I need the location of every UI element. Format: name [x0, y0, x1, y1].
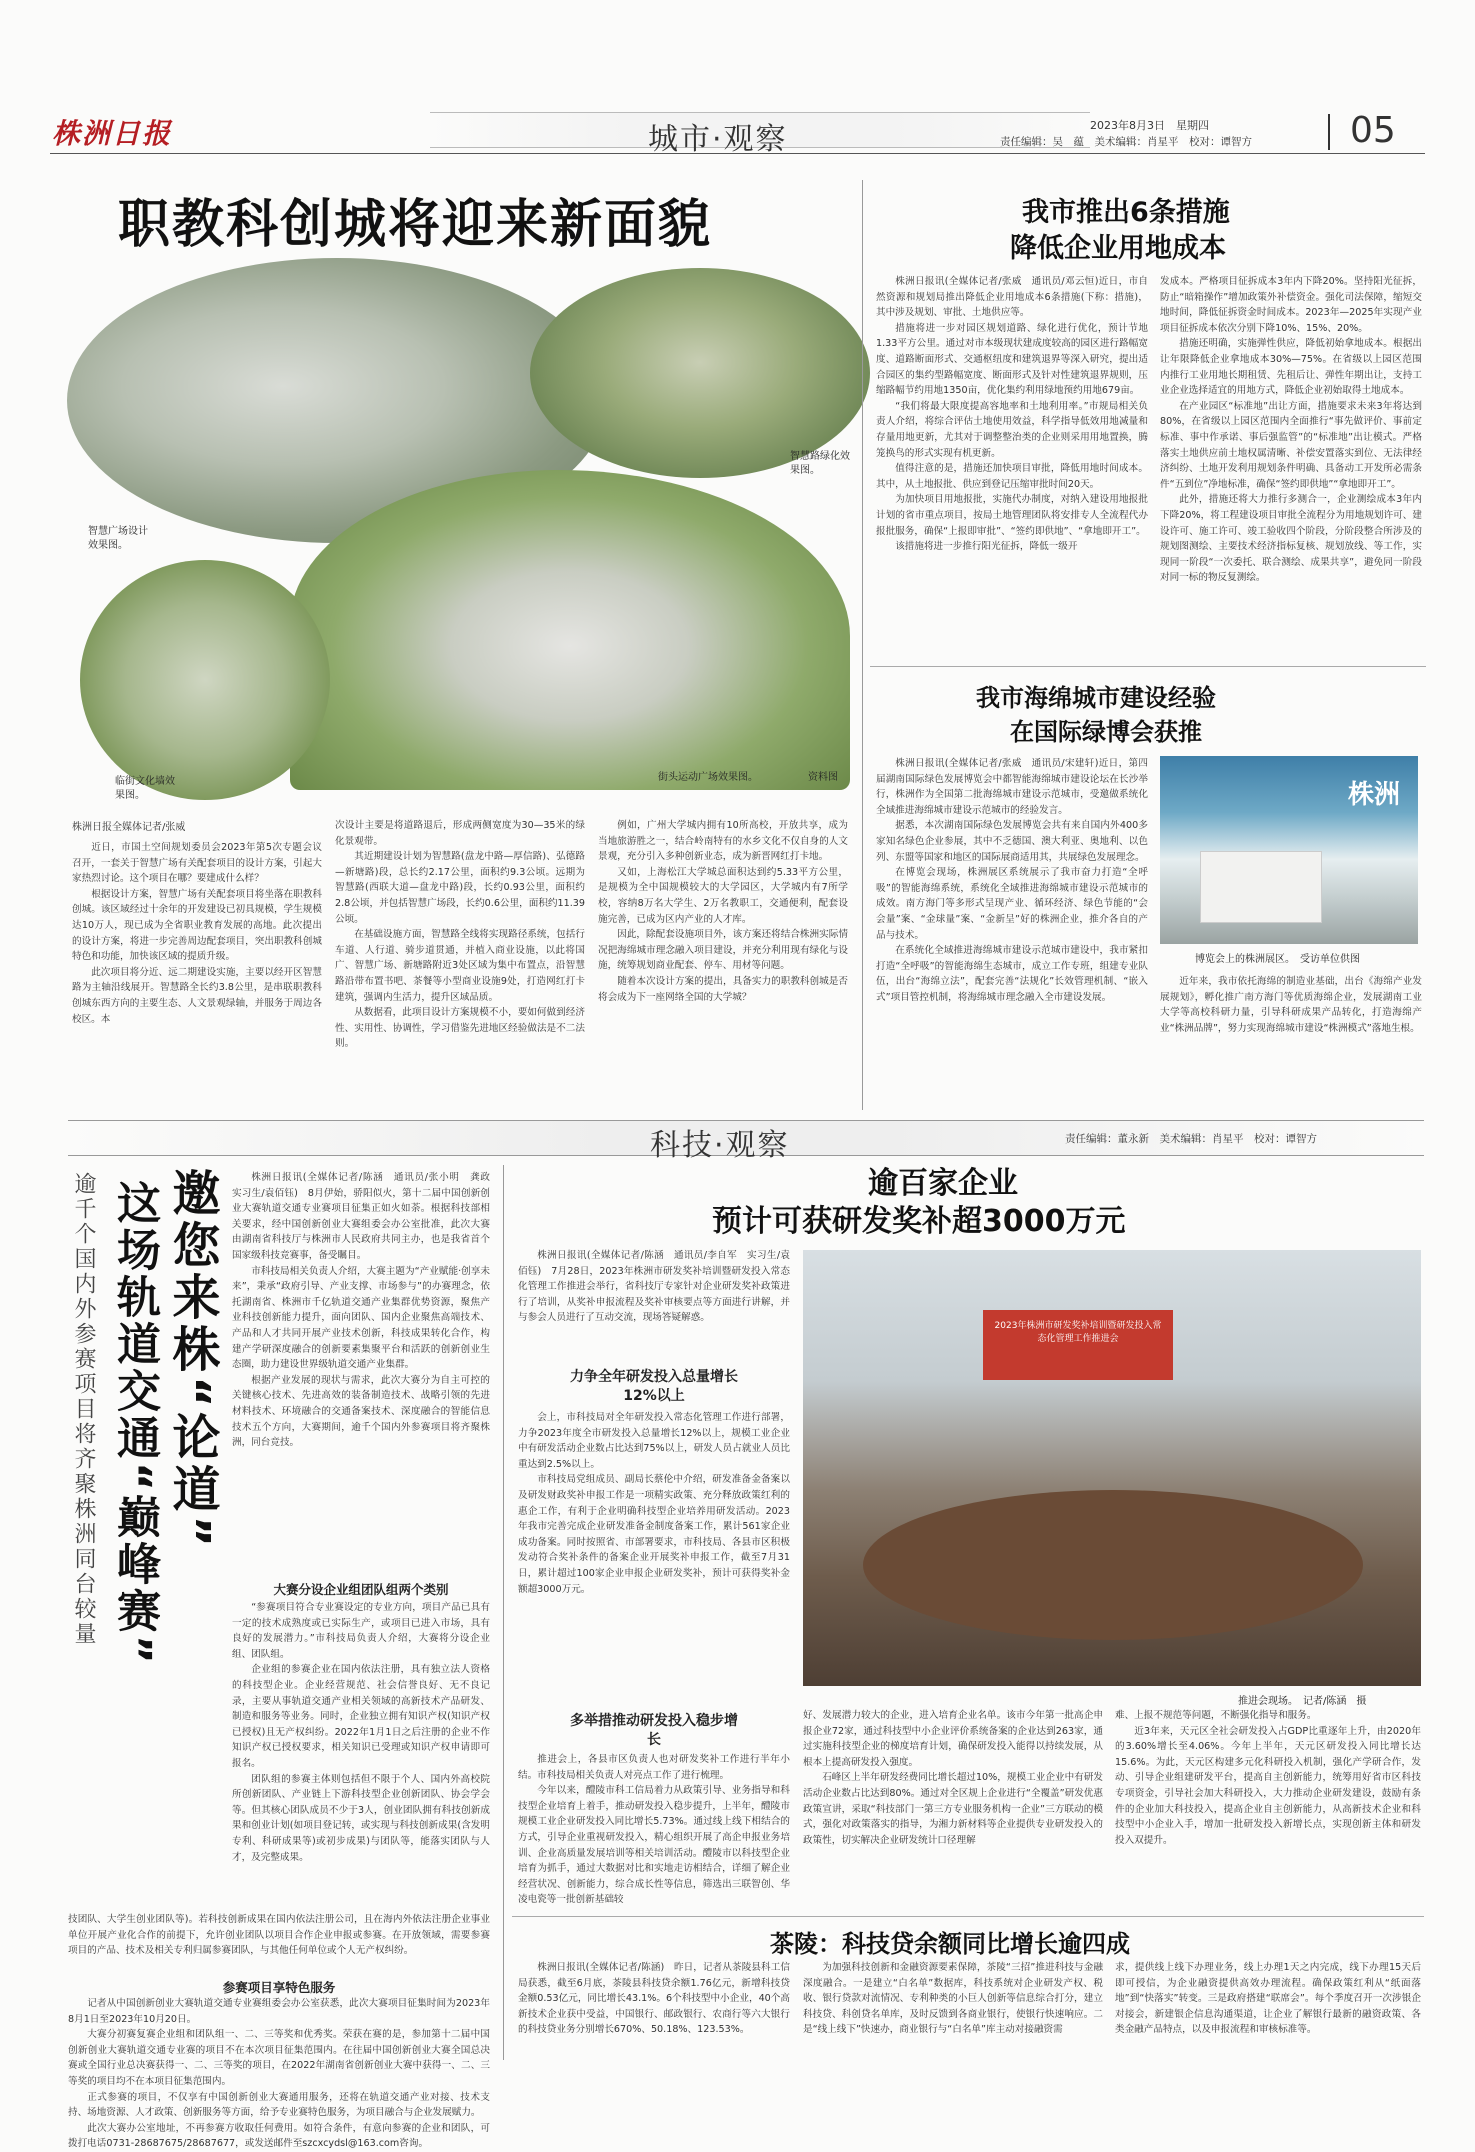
- article3-photo-caption: 博览会上的株洲展区。 受访单位供图: [1195, 954, 1360, 965]
- article6-col2: 为加强科技创新和金融资源要素保障，茶陵“三招”推进科技与金融深度融合。一是建立“白名单”数据库，科技系统对企业研发产权、税收、银行贷款对流情况、专利种类的小巨人创新等信息综合打分，建立科技贷、科创贷名单库，及时反馈到各商业银行，使银行快速响应。二是“线上线下”快速办，商业银行与“白名单”库主动对接融资需: [803, 1962, 1103, 2036]
- article4-col2: “参赛项目符合专业赛设定的专业方向，项目产品已具有一定的技术成熟度或已实际生产，或项目已进入市场，具有良好的发展潜力。”市科技局负责人介绍，大赛将分设企业组、团队组。 企业组的参赛企业在国内依法注册，具有独立法人资格的科技型企业。企业经营规范、社会信誉良好、无不良记录，主要从事轨道交通产业相关领域的高新技术产品研发、制造和服务等业务。同时，企业独立拥有知识产权(知识产权已授权)且无产权纠纷。2022年1月1日之后注册的企业不作知识产权已授权要求，相关知识已受理或知识产权申请即可报名。 团队组的参赛主体则包括但不限于个人、国内外高校院所创新团队、产业链上下游科技型企业创新团队、协会学会等。但其核心团队成员不少于3人，创业团队拥有科技创新成果和创业计划(如项目登记转，或实现与科技创新成果(含发明专利、科研成果等)或初步成果)与团队等，能落实团队与人才，及完整成果。: [232, 1602, 490, 1863]
- article1-col3: 例如，广州大学城内拥有10所高校，开放共享，成为当地旅游胜之一，结合岭南特有的水乡文化不仅自身的人文景观，充分引入多种创新业态，成为新晋网红打卡地。 又如，上海松江大学城总面积达到约5.33平方公里，是规模为全中国规模较大的大学园区，大学城内有7所学校，容纳8万名大学生、2万名教职工，交通便利，配套设施完善，已成为区内产业的人才库。 因此，除配套设施项目外，该方案还将结合株洲实际情况把海绵城市理念融入项目建设，并充分利用现有绿化与设施，统筹规划商业配套、停车、用材等问题。 随着本次设计方案的提出，具备实力的职教科创城是否将会成为下一座网络全国的大学城？: [598, 820, 848, 1003]
- column-rule-top: [862, 180, 863, 1110]
- article5-subhead1-text: 力争全年研发投入总量增长12%以上: [570, 1369, 738, 1404]
- article5-col1: 会上，市科技局对全年研发投入常态化管理工作进行部署，力争2023年度全市研发投入总量增长12%以上，规模工业企业中有研发活动企业数占比达到75%以上，研发人员占就业人员比重达到2.5%以上。 市科技局党组成员、副局长蔡伦中介绍，研发准备金备案以及研发财政奖补申报工作是一项精实政策、充分释放政策红利的惠企工作，有利于企业明确科技型企业培养用研发活动。2023年我市完善完成企业研发准备金制度备案工作，累计561家企业成功备案。同时按照省、市部署要求，市科技局、各县市区积极发动符合奖补条件的备案企业开展奖补申报工作，截至7月31日，累计超过100家企业申报企业研发奖补，预计可获得奖补金额超3000万元。: [518, 1412, 790, 1595]
- article2-headline-line1: 我市推出6条措施: [1022, 197, 1230, 228]
- article5-headline-line2: 预计可获研发奖补超3000万元: [712, 1204, 1126, 1239]
- article5-subhead2-text: 多举措推动研发投入稳步增长: [570, 1713, 738, 1748]
- article4-col3: 记者从中国创新创业大赛轨道交通专业赛组委会办公室获悉，此次大赛项目征集时间为2023年8月1日至2023年10月20日。 大赛分初赛复赛企业组和团队组一、二、三等奖和优秀奖。荣获在赛的是，参加第十二届中国创新创业大赛轨道交通专业赛的项目不在本次项目征集范围内。在往届中国创新创业大赛全国总决赛或全国行业总决赛获得一、二、三等奖的项目，在2022年湖南省创新创业大赛中获得一、二、三等奖的项目均不在本项目征集范围内。 正式参赛的项目，不仅享有中国创新创业大赛通用服务，还将在轨道交通产业对接、技术支持、场地资源、人才政策、创新服务等方面，给予专业赛特色服务，为项目融合与企业发展赋力。 此次大赛办公室地址，不再参赛方收取任何费用。如符合条件，有意向参赛的企业和团队，可拨打电话0731-28687675/28687677，或发送邮件至szcxcydsl@163.com咨询。: [68, 1998, 490, 2150]
- photo-expo-booth: [1160, 756, 1418, 944]
- issue-date: 2023年8月3日 星期四: [1090, 119, 1209, 132]
- article5-subhead1: [518, 1368, 790, 1406]
- article2-col1: 株洲日报讯(全媒体记者/张威 通讯员/邓云恒)近日，市自然资源和规划局推出降低企业用地成本6条措施(下称：措施)，其中涉及规划、审批、土地供应等。 措施将进一步对园区规划道路、绿化进行优化，预计节地1.33平方公里。通过对市本级现状建成度较高的园区进行路幅宽度、道路断面形式、交通枢纽度和建筑退界等深入研究，提出适合园区的集约型路幅宽度、断面形式及针对性建筑退界规则，压缩路幅节约用地1350亩，优化集约利用绿地预约用地679亩。 “我们将最大限度提高容地率和土地利用率。”市规局相关负责人介绍，将综合评估土地使用效益，科学指导低效用地减量和存量用地更新，尤其对于调整整治类的企业则采用用地置换，腾笼换鸟的形式实现有机更新。 值得注意的是，措施还加快项目审批，降低用地时间成本。其中，从土地报批、供应到登记压缩审批时间20天。 为加快项目用地报批，实施代办制度，对纳入建设用地报批计划的省市重点项目，按局土地管理团队将安排专人全流程代办报批服务，确保“上报即审批”、“签约即供地”、“拿地即开工”。 该措施将进一步推行阳光征拆，降低一级开: [876, 276, 1148, 553]
- article4-col2b: 技团队、大学生创业团队等)。若科技创新成果在国内依法注册公司，且在海内外依法注册企业事业单位开展产业化合作的前提下，允许创业团队以项目合作企业申报或参赛。在开放领域，需要参赛项目的产品、技术及相关专利归属参赛团队，与其他任何单位或个人无产权纠纷。: [68, 1914, 490, 1957]
- article3-headline-line2: 在国际绿博会获推: [1010, 718, 1202, 746]
- caption-plaza: 智慧广场设计效果图。: [88, 526, 148, 551]
- caption-sports-plaza: 街头运动广场效果图。: [658, 772, 758, 783]
- article5-photo-caption: 推进会现场。 记者/陈涵 摄: [1238, 1696, 1367, 1707]
- photo-greenway-rendering: [530, 268, 870, 478]
- photo-meeting: [803, 1250, 1421, 1686]
- meeting-screen-text: 2023年株洲市研发奖补培训暨研发投入常态化管理工作推进会: [994, 1321, 1162, 1344]
- article4-headline-line2: 这场轨道交通“巅峰赛”: [109, 1180, 160, 1667]
- page-divider: [1328, 114, 1330, 150]
- caption-culture-wall: 临街文化墙效果图。: [115, 776, 175, 801]
- masthead-logo: 株洲日报: [52, 117, 173, 150]
- article5-col3: 好、发展潜力较大的企业，进入培育企业名单。该市今年第一批高企申报企业72家，通过科技型中小企业评价系统备案的企业达到263家，通过实施科技型企业的梯度培育计划，确保研发投入能得以持续发展，从根本上提高研发投入强度。 石峰区上半年研发经费同比增长超过10%，规模工业企业中有研发活动企业数占比达到80%。通过对全区规上企业进行“全覆盖”研发优惠政策宣讲，采取“科技部门一第三方专业服务机构一企业”三方联动的模式，强化对政策落实的指导，为湘力新材料等企业提供专业研发投入的政策性，切实解决企业研发统计口径理解: [803, 1710, 1103, 1846]
- section2-title: 科技·观察: [650, 1128, 790, 1163]
- article2-headline-line2: 降低企业用地成本: [1010, 233, 1226, 264]
- article6-headline: 茶陵：科技贷余额同比增长逾四成: [770, 1930, 1130, 1958]
- article1-byline: 株洲日报全媒体记者/张威: [72, 822, 186, 833]
- article6-col3: 求，提供线上线下办理业务，线上办理1天之内完成，线下办理15天后即可授信，为企业融资提供高效办理流程。确保政策红利从“纸面落地”到“快落实”转变。三是政府搭建“联席会”。每个季度召开一次涉银企对接会，新建银企信息沟通渠道，让企业了解银行最新的融资政策、各类金融产品特点，以及申报流程和审核标准等。: [1115, 1962, 1421, 2036]
- caption-greenway: 智慧路绿化效果图。: [790, 451, 850, 476]
- article4-col1: 株洲日报讯(全媒体记者/陈涵 通讯员/张小明 龚政 实习生/袁佰钰) 8月伊始，骄阳似火，第十二届中国创新创业大赛轨道交通专业赛项目征集正如火如荼。根据科技部相关要求，经中国创新创业大赛组委会办公室批准，此次大赛由湖南省科技厅与株洲市人民政府共同主办，也是我省首个国家级科技竞赛事，备受瞩目。 市科技局相关负责人介绍，大赛主题为“产业赋能·创享未来”，秉承“政府引导、产业支撑、市场参与”的办赛理念，依托湖南省、株洲市千亿轨道交通产业集群优势资源，聚焦产业科技创新能力提升，面向团队、国内企业聚焦高端技术、产品和人才共同开展产业技术创新，科技成果转化合作，构建产学研深度融合的创新要素集聚平台和活跃的创新创业生态圈，助力建设世界级轨道交通产业集群。 根据产业发展的现状与需求，此次大赛分为自主可控的关键核心技术、先进高效的装备制造技术、战略引领的先进材料技术、环境融合的交通备案技术、深度融合的智能信息技术五个方向，大赛期间，逾千个国内外参赛项目将齐聚株洲，同台竞技。: [232, 1172, 500, 1449]
- column-rule-bottom: [503, 1165, 504, 2060]
- article2-rule: [870, 666, 1426, 667]
- article6-rule: [512, 1916, 1424, 1917]
- article4-headline-line1: 邀您来株“论道”: [164, 1168, 220, 1552]
- article5-col2: 推进会上，各县市区负责人也对研发奖补工作进行半年小结。市科技局相关负责人对亮点工作了进行梳理。 今年以来，醴陵市科工信局着力从政策引导、业务指导和科技型企业培育上着手，推动研发投入稳步提升，上半年，醴陵市规模工业企业研发投入同比增长5.73%。通过线上线下相结合的方式，引导企业重视研发投入，精心组织开展了高企申报业务培训、企业高质量发展培训等相关培训活动。醴陵市以科技型企业培育为抓手，通过大数据对比和实地走访相结合，详细了解企业经营状况、创新能力，综合成长性等信息，筛选出三联智创、华凌电瓷等一批创新基础较: [518, 1754, 790, 1906]
- photo-sports-plaza-rendering: [290, 470, 850, 790]
- editors-line: 责任编辑：吴 蕴 美术编辑：肖星平 校对：谭智方: [1000, 136, 1252, 148]
- article4-kicker: 逾千个国内外参赛项目将齐聚株洲同台较量: [71, 1172, 96, 1647]
- article3-headline-line1: 我市海绵城市建设经验: [976, 684, 1216, 712]
- article1-col2: 次设计主要是将道路退后，形成两侧宽度为30—35米的绿化景观带。 其近期建设计划为智慧路(盘龙中路—厚信路)、弘德路—新塘路)段，总长约2.17公里，面积约9.3公顷。远期为智慧路(西联大道—盘龙中路)段，长约0.93公里，面积约2.8公顷，并包括智慧广场段，长约0.6公里，面积约11.39公顷。 在基础设施方面，智慧路全线将实现路径系统，包括行车道、人行道、骑步道贯通，并植入商业设施，以此将国广、智慧广场、新塘路附近3处区域为集中布置点，沿智慧路沿带布置书吧、茶餐等小型商业设施9处，打造网红打卡建筑，强调内生活力，提升区域品质。 从数据看，此项目设计方案规模不小，要如何做到经济性、实用性、协调性，学习借鉴先进地区经验做法是不二法则。: [335, 820, 585, 1050]
- article2-col2: 发成本。严格项目征拆成本3年内下降20%。坚持阳光征拆，防止“暗箱操作”增加政策外补偿资金。强化司法保障，缩短交地时间，降低征拆资金时间成本。2023年—2025年实现产业项目征拆成本依次分别下降10%、15%、20%。 措施还明确，实施弹性供应，降低初始拿地成本。根据出让年限降低企业拿地成本30%—75%。在省级以上园区范围内推行工业用地长期租赁、先租后让、弹性年期出让，支持工业企业选择适宜的用地方式，降低企业初始取得土地成本。 在产业园区“标准地”出让方面，措施要求未来3年将达到80%，在省级以上园区范围内全面推行“事先做评价、事前定标准、事中作承诺、事后强监管”的“标准地”出让模式。严格落实土地供应前土地权属清晰、补偿安置落实到位、无法律经济纠纷、土地开发利用规划条件明确、具备动工开发所必需条件“五到位”净地标准，确保“签约即供地”“拿地即开工”。 此外，措施还将大力推行多测合一，企业测绘成本3年内下降20%，将工程建设项目审批全流程分为用地规划许可、建设许可、施工许可、竣工验收四个阶段，分阶段整合所涉及的规划图测绘、主要技术经济指标复核、规划放线、等工作，实现同一阶段“一次委托、联合测绘、成果共享”，避免同一阶段对同一标的物反复测绘。: [1160, 276, 1422, 584]
- article3-col1: 株洲日报讯(全媒体记者/张威 通讯员/宋建轩)近日，第四届湖南国际绿色发展博览会中都智能海绵城市建设论坛在长沙举行，株洲作为全国第二批海绵城市建设示范城市，受邀做系统化全域推进海绵城市建设示范城市的经验发言。 据悉，本次湖南国际绿色发展博览会共有来自国内外400多家知名绿色企业参展，其中不乏德国、澳大利亚、奥地利、以色列、东盟等国家和地区的国际展商适用其，共展绿色发展理念。 在博览会现场，株洲展区系统展示了我市奋力打造“全呼吸”的智能海绵系统，系统化全域推进海绵城市建设示范城市的成效。南方海门等多形式呈现产业、循环经济、绿色节能的“会会量”案、“金球量”案、“金新呈”好的株洲企业，推介各自的产品与技术。 在系统化全域推进海绵城市建设示范城市建设中，我市紧扣打造“全呼吸”的智能海绵生态城市，成立工作专班，组建专业队伍，出台“海绵立法”，配套完善“法规化”长效管理机制、“嵌入式”项目管控机制，将海绵城市理念融入全市建设发展。: [876, 758, 1148, 1003]
- booth-sign: 株洲: [1347, 780, 1400, 810]
- page-number: 05: [1350, 110, 1396, 151]
- masthead-rule: [50, 153, 1425, 154]
- article4-subhead2: 参赛项目享特色服务: [222, 1980, 336, 1995]
- section-title: 城市·观察: [648, 122, 788, 157]
- article4-subhead1: 大赛分设企业组团队组两个类别: [273, 1582, 449, 1597]
- article5-col4: 难、上报不规范等问题，不断强化指导和服务。 近3年来，天元区全社会研发投入占GDP比重逐年上升，由2020年的3.60%增长至4.06%。今年上半年，天元区研发投入同比增长达15.6%。为此，天元区构建多元化科研投入机制，强化产学研合作，发动、引导企业组建研发平台，提高自主创新能力，统筹用好省市区科技专项资金，引导社会加大科研投入，大力推动企业研发建设，鼓励有条件的企业加大科技投入，提高企业自主创新能力，从高新技术企业和科技型中小企业入手，增加一批研发投入新增长点，实现创新主体和研发投入双提升。: [1115, 1710, 1421, 1846]
- photo-culture-wall-rendering: [80, 560, 330, 800]
- article1-headline: 职教科创城将迎来新面貌: [118, 195, 713, 255]
- article5-lead: 株洲日报讯(全媒体记者/陈涵 通讯员/李自军 实习生/袁佰钰) 7月28日，2023年株洲市研发奖补培训暨研发投入常态化管理工作推进会举行，省科技厅专家针对企业研发奖补政策进行了培训，从奖补申报流程及奖补审核要点等方面进行讲解，并与参会人员进行了互动交流，现场答疑解惑。: [518, 1250, 790, 1324]
- article5-headline-line1: 逾百家企业: [868, 1166, 1018, 1201]
- article1-col1: 近日，市国土空间规划委员会2023年第5次专题会议召开，一套关于智慧广场有关配套项目的设计方案，引起大家热烈讨论。这个项目在哪？要建成什么样？ 根据设计方案，智慧广场有关配套项目将坐落在职教科创城。该区域经过十余年的开发建设已初具规模，学生规模达10万人，现已成为全省职业教育发展的高地。此次提出的设计方案，将进一步完善周边配套项目，突出职教科创城特色和功能，加快该区域的提质升级。 此次项目将分近、远二期建设实施，主要以经开区智慧路为主轴沿线展开。智慧路全长约3.8公里，是串联职教科创城东西方向的主要生态、人文景观绿轴，并服务于周边各校区。本: [72, 842, 322, 1025]
- article3-col2: 近年来，我市依托海绵的制造业基础，出台《海绵产业发展规划》，孵化推广南方海门等优质海绵企业，发展湖南工业大学等高校科研力量，引导科研成果产品转化，打造海绵产业“株洲品牌”，努力实现海绵城市建设“株洲模式”落地生根。: [1160, 976, 1422, 1034]
- meeting-table: [863, 1490, 1363, 1640]
- article5-subhead2: [518, 1712, 790, 1750]
- section2-editors: 责任编辑：董永新 美术编辑：肖星平 校对：谭智方: [1065, 1133, 1317, 1145]
- booth-counter: [1200, 851, 1322, 923]
- caption-source: 资料图: [808, 772, 838, 783]
- article6-col1: 株洲日报讯(全媒体记者/陈涵) 昨日，记者从茶陵县科工信局获悉，截至6月底，茶陵县科技贷余额1.76亿元，新增科技贷金额0.53亿元，同比增长43.1%。6个科技型中小企业，40个高新技术企业获中受益，中国银行、邮政银行、农商行等六大银行的科技贷业务分别增长670%、50.18%、123.53%。: [518, 1962, 790, 2036]
